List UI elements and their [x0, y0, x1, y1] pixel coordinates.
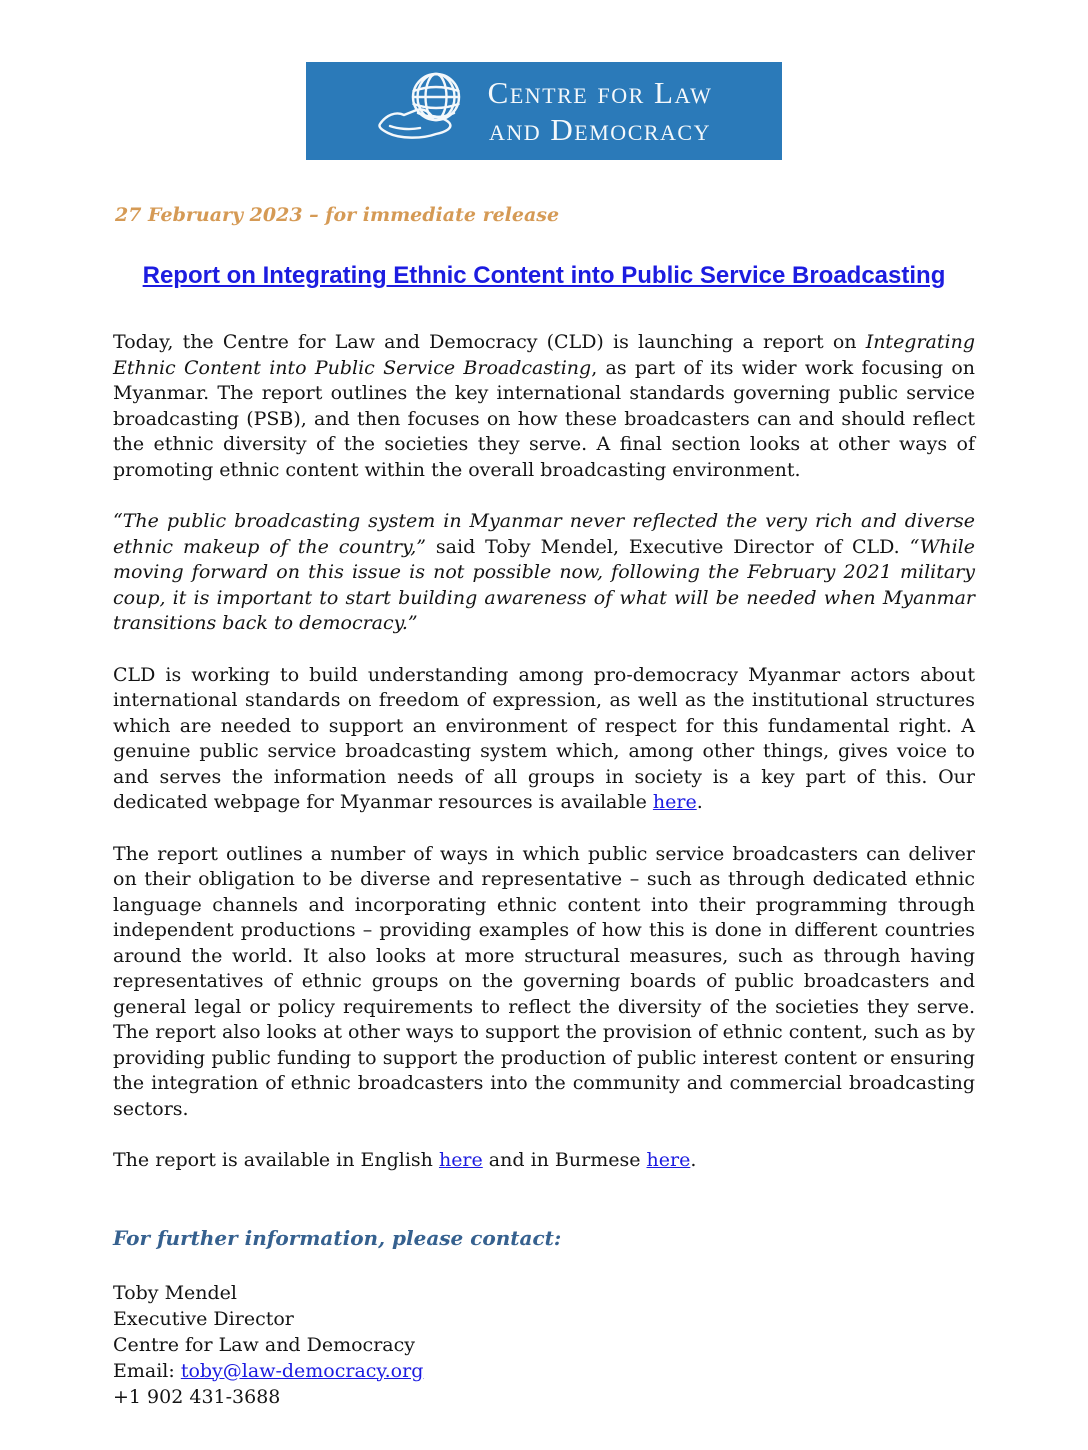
contact-phone: +1 902 431-3688	[113, 1385, 281, 1408]
cld-logo	[306, 62, 782, 160]
contact-heading: For further information, please contact:	[113, 1225, 562, 1250]
paragraph-availability	[113, 1148, 975, 1174]
release-date-line: 27 February 2023 – for immediate release	[115, 204, 560, 226]
paragraph-intro	[113, 330, 975, 483]
availability-mid: and in Burmese	[482, 1149, 647, 1171]
logo-row	[113, 62, 975, 160]
paragraph-cld-work-end: .	[696, 791, 703, 813]
quote-attribution: said Toby Mendel, Executive Director of CLD.	[426, 535, 910, 558]
paragraph-intro-text: Today, the Centre for Law and Democracy (CLD) is launching a report on	[113, 331, 866, 353]
contact-org: Centre for Law and Democracy	[113, 1333, 415, 1356]
paragraph-quote	[113, 509, 975, 637]
quote-part-1: “The public broadcasting system in Myanmar never reflected the very rich and diverse ethnic makeup of the country,”	[113, 510, 975, 558]
paragraph-cld-work	[113, 663, 975, 816]
contact-block	[113, 1280, 975, 1410]
logo-line1: Centre for Law	[487, 75, 713, 110]
contact-email-link[interactable]: toby@law-democracy.org	[180, 1359, 424, 1382]
myanmar-resources-link[interactable]: here	[652, 791, 697, 813]
report-english-link[interactable]: here	[438, 1149, 483, 1171]
availability-end: .	[690, 1149, 697, 1171]
report-title-italic: Integrating Ethnic Content into Public Service Broadcasting	[113, 331, 975, 379]
email-label: Email:	[113, 1359, 181, 1382]
logo-line2: and Democracy	[489, 112, 711, 147]
contact-role: Executive Director	[113, 1307, 294, 1330]
page-title: Report on Integrating Ethnic Content into Public Service Broadcasting	[142, 262, 946, 289]
report-burmese-link[interactable]: here	[646, 1149, 691, 1171]
contact-email-line	[113, 1358, 975, 1384]
quote-part-2: “While moving forward on this issue is not possible now, following the February 2021 military coup, it is important to start building awareness of what will be needed when Myanmar transitions back to democracy.”	[113, 535, 975, 634]
logo-wordmark	[488, 74, 713, 148]
contact-name: Toby Mendel	[113, 1281, 237, 1304]
availability-text: The report is available in English	[113, 1149, 439, 1171]
paragraph-intro-rest: , as part of its wider work focusing on Myanmar. The report outlines the key international standards governing public service broadcasting (PSB), and then focuses on how these broadcasters can and should reflect the ethnic diversity of the societies they serve. A final section looks at other ways of promoting ethnic content within the overall broadcasting environment.	[113, 356, 975, 481]
paragraph-cld-work-text: CLD is working to build understanding among pro-democracy Myanmar actors about international standards on freedom of expression, as well as the institutional structures which are needed to support an environment of respect for this fundamental right. A genuine public service broadcasting system which, among other things, gives voice to and serves the information needs of all groups in society is a key part of this. Our dedicated webpage for Myanmar resources is available	[113, 663, 975, 813]
hand-holding-globe-icon	[376, 69, 474, 153]
paragraph-report-outline: The report outlines a number of ways in which public service broadcasters can deliver on their obligation to be diverse and representative – such as through dedicated ethnic language channels and incorporating ethnic content into their programming through independent productions – providing examples of how this is done in different countries around the world. It also looks at more structural measures, such as through having representatives of ethnic groups on the governing boards of public broadcasters and general legal or policy requirements to reflect the diversity of the societies they serve. The report also looks at other ways to support the provision of ethnic content, such as by providing public funding to support the production of public interest content or ensuring the integration of ethnic broadcasters into the community and commercial broadcasting sectors.	[113, 842, 975, 1120]
